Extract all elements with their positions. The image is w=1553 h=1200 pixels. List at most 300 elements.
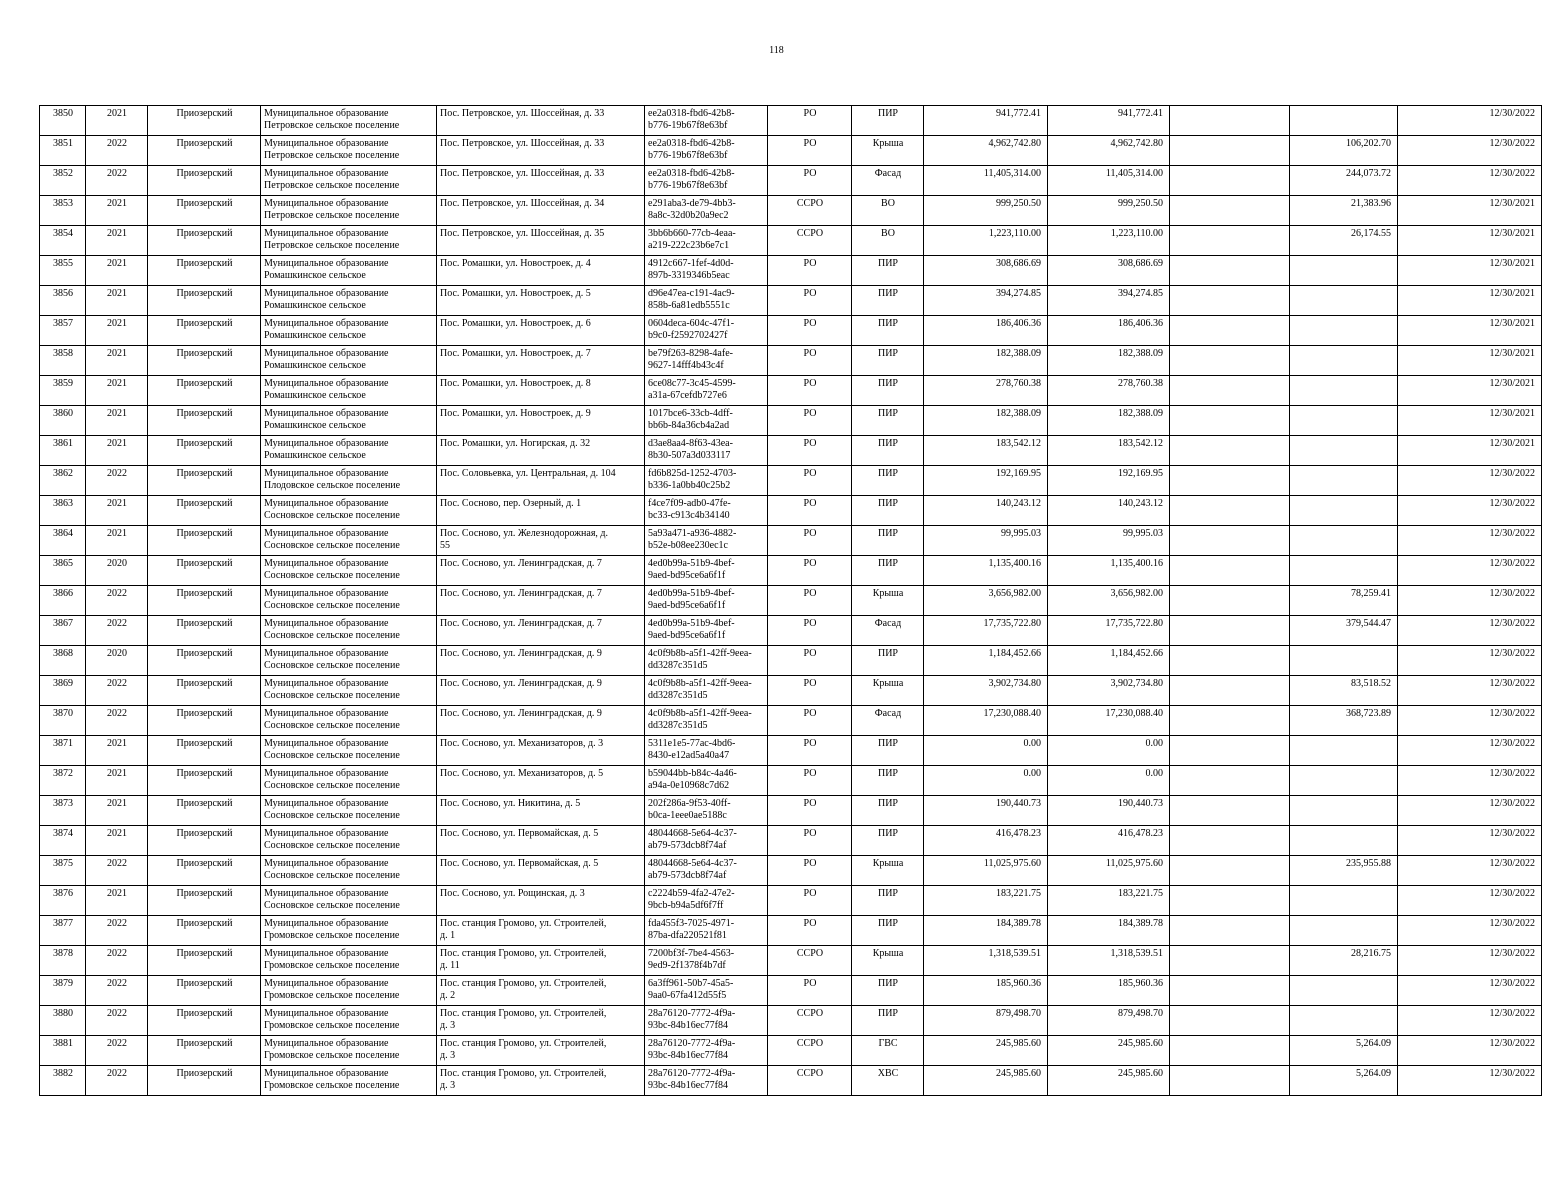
cell-deadline: 12/30/2022: [1398, 496, 1542, 526]
cell-municipality-line: Муниципальное образование: [264, 198, 389, 209]
cell-share: 78,259.41: [1290, 586, 1398, 616]
cell-house-guid-line: bc33-c913c4b34140: [648, 510, 730, 521]
cell-cost-total: 0.00: [1048, 736, 1170, 766]
cell-municipality-line: Муниципальное образование: [264, 558, 389, 569]
cell-address-line: Пос. Сосново, пер. Озерный, д. 1: [440, 498, 582, 509]
cell-share: 244,073.72: [1290, 166, 1398, 196]
cell-cost-total: 245,985.60: [1048, 1066, 1170, 1096]
cell-row-number: 3856: [40, 286, 86, 316]
cell-work-type: ПИР: [852, 646, 924, 676]
table-row: [40, 346, 1542, 376]
cell-municipality-line: Петровское сельское поселение: [264, 120, 400, 131]
cell-house-guid: [645, 316, 768, 346]
cell-address-line: Пос. Петровское, ул. Шоссейная, д. 34: [440, 198, 605, 209]
cell-district: Приозерский: [148, 1066, 261, 1096]
cell-cost-total: 192,169.95: [1048, 466, 1170, 496]
cell-fund-type: РО: [768, 286, 852, 316]
cell-address: [437, 406, 645, 436]
cell-share: [1290, 376, 1398, 406]
cell-cost-total: 879,498.70: [1048, 1006, 1170, 1036]
cell-fund-type: РО: [768, 736, 852, 766]
table-row: [40, 556, 1542, 586]
cell-district: Приозерский: [148, 1036, 261, 1066]
cell-work-type: ПИР: [852, 826, 924, 856]
cell-municipality-line: Петровское сельское поселение: [264, 150, 400, 161]
cell-house-guid-line: 8b30-507a3d033117: [648, 450, 731, 461]
cell-municipality: [261, 706, 437, 736]
cell-fund-type: РО: [768, 916, 852, 946]
cell-work-type: ПИР: [852, 406, 924, 436]
cell-address-line: Пос. Петровское, ул. Шоссейная, д. 33: [440, 108, 605, 119]
cell-address: [437, 376, 645, 406]
cell-year: 2020: [86, 646, 148, 676]
cell-fund-type: ССРО: [768, 1066, 852, 1096]
cell-cost: 999,250.50: [924, 196, 1048, 226]
cell-deadline: 12/30/2021: [1398, 196, 1542, 226]
cell-fund-type: РО: [768, 136, 852, 166]
cell-address: [437, 166, 645, 196]
cell-municipality-line: Муниципальное образование: [264, 348, 389, 359]
cell-extra: [1170, 646, 1290, 676]
cell-deadline: 12/30/2022: [1398, 676, 1542, 706]
cell-address-line: Пос. Сосново, ул. Никитина, д. 5: [440, 798, 581, 809]
cell-address-line: Пос. Петровское, ул. Шоссейная, д. 35: [440, 228, 605, 239]
cell-house-guid-line: 9627-14fff4b43c4f: [648, 360, 724, 371]
table-row: [40, 136, 1542, 166]
cell-deadline: 12/30/2022: [1398, 1036, 1542, 1066]
cell-fund-type: РО: [768, 436, 852, 466]
cell-house-guid-line: b776-19b67f8e63bf: [648, 180, 728, 191]
cell-extra: [1170, 226, 1290, 256]
cell-fund-type: РО: [768, 886, 852, 916]
cell-cost: 0.00: [924, 736, 1048, 766]
cell-municipality-line: Ромашкинское сельское: [264, 360, 366, 371]
table-row: [40, 916, 1542, 946]
cell-row-number: 3870: [40, 706, 86, 736]
register-rows: [40, 106, 1542, 1096]
cell-share: [1290, 976, 1398, 1006]
cell-municipality: [261, 346, 437, 376]
table-row: [40, 256, 1542, 286]
cell-work-type: ПИР: [852, 556, 924, 586]
cell-extra: [1170, 976, 1290, 1006]
cell-work-type: ВО: [852, 226, 924, 256]
cell-row-number: 3871: [40, 736, 86, 766]
cell-address-line: Пос. Сосново, ул. Ленинградская, д. 9: [440, 708, 602, 719]
cell-address: [437, 106, 645, 136]
cell-district: Приозерский: [148, 976, 261, 1006]
cell-share: [1290, 406, 1398, 436]
cell-extra: [1170, 736, 1290, 766]
cell-cost: 245,985.60: [924, 1036, 1048, 1066]
cell-address-line: д. 3: [440, 1020, 456, 1031]
cell-house-guid-line: 3bb6b660-77cb-4eaa-: [648, 228, 736, 239]
cell-municipality: [261, 436, 437, 466]
cell-municipality: [261, 106, 437, 136]
cell-extra: [1170, 286, 1290, 316]
cell-district: Приозерский: [148, 136, 261, 166]
cell-deadline: 12/30/2022: [1398, 796, 1542, 826]
cell-municipality-line: Петровское сельское поселение: [264, 180, 400, 191]
cell-house-guid-line: ab79-573dcb8f74af: [648, 840, 727, 851]
cell-house-guid-line: 9ed9-2f1378f4b7df: [648, 960, 726, 971]
cell-fund-type: РО: [768, 646, 852, 676]
cell-row-number: 3876: [40, 886, 86, 916]
cell-municipality: [261, 1036, 437, 1066]
cell-municipality-line: Ромашкинское сельское: [264, 420, 366, 431]
cell-fund-type: РО: [768, 556, 852, 586]
cell-address-line: Пос. Петровское, ул. Шоссейная, д. 33: [440, 138, 605, 149]
cell-deadline: 12/30/2021: [1398, 226, 1542, 256]
cell-municipality-line: Петровское сельское поселение: [264, 240, 400, 251]
cell-district: Приозерский: [148, 226, 261, 256]
cell-address-line: д. 2: [440, 990, 456, 1001]
cell-municipality-line: Сосновское сельское поселение: [264, 870, 400, 881]
cell-house-guid: [645, 736, 768, 766]
cell-extra: [1170, 166, 1290, 196]
cell-deadline: 12/30/2022: [1398, 136, 1542, 166]
cell-extra: [1170, 526, 1290, 556]
cell-work-type: ПИР: [852, 796, 924, 826]
cell-work-type: ПИР: [852, 736, 924, 766]
cell-house-guid-line: 202f286a-9f53-40ff-: [648, 798, 731, 809]
cell-deadline: 12/30/2021: [1398, 316, 1542, 346]
cell-address: [437, 916, 645, 946]
cell-district: Приозерский: [148, 586, 261, 616]
cell-address-line: Пос. Сосново, ул. Ленинградская, д. 9: [440, 648, 602, 659]
cell-share: 368,723.89: [1290, 706, 1398, 736]
cell-address: [437, 1006, 645, 1036]
cell-house-guid: [645, 496, 768, 526]
cell-address: [437, 256, 645, 286]
cell-municipality-line: Муниципальное образование: [264, 258, 389, 269]
cell-municipality-line: Муниципальное образование: [264, 438, 389, 449]
cell-year: 2021: [86, 226, 148, 256]
cell-year: 2021: [86, 496, 148, 526]
cell-cost: 1,318,539.51: [924, 946, 1048, 976]
table-row: [40, 766, 1542, 796]
cell-address-line: д. 3: [440, 1050, 456, 1061]
table-row: [40, 1006, 1542, 1036]
cell-house-guid-line: ee2a0318-fbd6-42b8-: [648, 138, 735, 149]
cell-municipality-line: Ромашкинское сельское: [264, 270, 366, 281]
cell-municipality: [261, 766, 437, 796]
cell-house-guid-line: ab79-573dcb8f74af: [648, 870, 727, 881]
cell-municipality: [261, 1066, 437, 1096]
cell-house-guid: [645, 136, 768, 166]
cell-cost: 3,656,982.00: [924, 586, 1048, 616]
cell-municipality: [261, 586, 437, 616]
cell-cost-total: 17,735,722.80: [1048, 616, 1170, 646]
cell-district: Приозерский: [148, 796, 261, 826]
cell-fund-type: РО: [768, 466, 852, 496]
cell-share: 106,202.70: [1290, 136, 1398, 166]
cell-year: 2021: [86, 406, 148, 436]
cell-municipality: [261, 826, 437, 856]
cell-year: 2022: [86, 1036, 148, 1066]
cell-cost-total: 1,318,539.51: [1048, 946, 1170, 976]
cell-house-guid-line: 8a8c-32d0b20a9ec2: [648, 210, 729, 221]
cell-work-type: ГВС: [852, 1036, 924, 1066]
cell-address: [437, 196, 645, 226]
page-number: 118: [769, 45, 784, 56]
cell-municipality-line: Сосновское сельское поселение: [264, 810, 400, 821]
cell-extra: [1170, 706, 1290, 736]
cell-fund-type: ССРО: [768, 1036, 852, 1066]
cell-address: [437, 466, 645, 496]
cell-cost-total: 308,686.69: [1048, 256, 1170, 286]
cell-cost: 186,406.36: [924, 316, 1048, 346]
cell-share: 26,174.55: [1290, 226, 1398, 256]
cell-address-line: Пос. Ромашки, ул. Новостроек, д. 4: [440, 258, 591, 269]
cell-work-type: ПИР: [852, 286, 924, 316]
cell-municipality-line: Сосновское сельское поселение: [264, 840, 400, 851]
cell-fund-type: РО: [768, 376, 852, 406]
cell-address: [437, 826, 645, 856]
cell-municipality-line: Ромашкинское сельское: [264, 330, 366, 341]
cell-house-guid: [645, 796, 768, 826]
cell-house-guid: [645, 916, 768, 946]
cell-cost: 394,274.85: [924, 286, 1048, 316]
cell-deadline: 12/30/2022: [1398, 976, 1542, 1006]
cell-address: [437, 526, 645, 556]
cell-house-guid-line: b0ca-1eee0ae5188c: [648, 810, 727, 821]
cell-deadline: 12/30/2022: [1398, 766, 1542, 796]
cell-address-line: Пос. Сосново, ул. Ленинградская, д. 9: [440, 678, 602, 689]
cell-house-guid-line: 4c0f9b8b-a5f1-42ff-9eea-: [648, 648, 752, 659]
cell-address-line: д. 1: [440, 930, 456, 941]
cell-deadline: 12/30/2021: [1398, 406, 1542, 436]
cell-address: [437, 136, 645, 166]
cell-municipality-line: Муниципальное образование: [264, 588, 389, 599]
cell-row-number: 3880: [40, 1006, 86, 1036]
cell-municipality-line: Муниципальное образование: [264, 228, 389, 239]
cell-work-type: ПИР: [852, 976, 924, 1006]
cell-house-guid-line: 28a76120-7772-4f9a-: [648, 1008, 736, 1019]
cell-fund-type: РО: [768, 166, 852, 196]
cell-row-number: 3854: [40, 226, 86, 256]
cell-row-number: 3877: [40, 916, 86, 946]
cell-house-guid: [645, 166, 768, 196]
cell-address: [437, 856, 645, 886]
cell-cost-total: 3,902,734.80: [1048, 676, 1170, 706]
cell-municipality: [261, 466, 437, 496]
cell-work-type: ПИР: [852, 886, 924, 916]
cell-address-line: Пос. Сосново, ул. Механизаторов, д. 3: [440, 738, 604, 749]
cell-municipality-line: Муниципальное образование: [264, 618, 389, 629]
cell-row-number: 3858: [40, 346, 86, 376]
cell-share: [1290, 496, 1398, 526]
cell-row-number: 3882: [40, 1066, 86, 1096]
cell-year: 2021: [86, 286, 148, 316]
cell-municipality-line: Сосновское сельское поселение: [264, 570, 400, 581]
cell-deadline: 12/30/2021: [1398, 256, 1542, 286]
cell-house-guid: [645, 706, 768, 736]
cell-extra: [1170, 406, 1290, 436]
cell-deadline: 12/30/2022: [1398, 886, 1542, 916]
cell-house-guid-line: be79f263-8298-4afe-: [648, 348, 733, 359]
cell-fund-type: ССРО: [768, 226, 852, 256]
cell-address: [437, 796, 645, 826]
cell-district: Приозерский: [148, 616, 261, 646]
cell-municipality-line: Муниципальное образование: [264, 738, 389, 749]
cell-house-guid-line: 9aed-bd95ce6a6f1f: [648, 600, 726, 611]
cell-cost: 278,760.38: [924, 376, 1048, 406]
cell-municipality-line: Сосновское сельское поселение: [264, 630, 400, 641]
cell-address: [437, 496, 645, 526]
cell-municipality: [261, 616, 437, 646]
cell-municipality-line: Муниципальное образование: [264, 948, 389, 959]
cell-house-guid-line: b776-19b67f8e63bf: [648, 120, 728, 131]
cell-row-number: 3864: [40, 526, 86, 556]
cell-district: Приозерский: [148, 166, 261, 196]
cell-house-guid-line: 1017bce6-33cb-4dff-: [648, 408, 733, 419]
cell-house-guid-line: 93bc-84b16ec77f84: [648, 1020, 728, 1031]
cell-work-type: ПИР: [852, 106, 924, 136]
cell-deadline: 12/30/2021: [1398, 346, 1542, 376]
cell-municipality-line: Плодовское сельское поселение: [264, 480, 401, 491]
cell-municipality: [261, 316, 437, 346]
cell-district: Приозерский: [148, 1006, 261, 1036]
cell-house-guid-line: 8430-e12ad5a40a47: [648, 750, 730, 761]
cell-house-guid: [645, 436, 768, 466]
cell-house-guid-line: 93bc-84b16ec77f84: [648, 1050, 728, 1061]
cell-share: [1290, 766, 1398, 796]
cell-work-type: ПИР: [852, 436, 924, 466]
cell-house-guid-line: d96e47ea-c191-4ac9-: [648, 288, 735, 299]
cell-deadline: 12/30/2022: [1398, 466, 1542, 496]
cell-cost-total: 11,025,975.60: [1048, 856, 1170, 886]
cell-house-guid: [645, 1036, 768, 1066]
cell-deadline: 12/30/2022: [1398, 826, 1542, 856]
cell-work-type: ПИР: [852, 496, 924, 526]
cell-address: [437, 886, 645, 916]
cell-year: 2021: [86, 376, 148, 406]
cell-share: [1290, 106, 1398, 136]
cell-deadline: 12/30/2022: [1398, 706, 1542, 736]
cell-row-number: 3866: [40, 586, 86, 616]
cell-address-line: Пос. Соловьевка, ул. Центральная, д. 104: [440, 468, 616, 479]
cell-house-guid-line: 4c0f9b8b-a5f1-42ff-9eea-: [648, 678, 752, 689]
cell-cost-total: 1,135,400.16: [1048, 556, 1170, 586]
cell-district: Приозерский: [148, 316, 261, 346]
cell-cost: 11,025,975.60: [924, 856, 1048, 886]
cell-fund-type: РО: [768, 106, 852, 136]
cell-extra: [1170, 1066, 1290, 1096]
cell-fund-type: РО: [768, 976, 852, 1006]
cell-share: [1290, 646, 1398, 676]
cell-year: 2021: [86, 886, 148, 916]
cell-address: [437, 226, 645, 256]
cell-year: 2021: [86, 766, 148, 796]
cell-cost-total: 4,962,742.80: [1048, 136, 1170, 166]
cell-deadline: 12/30/2022: [1398, 166, 1542, 196]
cell-house-guid-line: 6a3ff961-50b7-45a5-: [648, 978, 734, 989]
cell-year: 2022: [86, 166, 148, 196]
cell-municipality-line: Громовское сельское поселение: [264, 1080, 400, 1091]
cell-deadline: 12/30/2022: [1398, 586, 1542, 616]
cell-district: Приозерский: [148, 766, 261, 796]
cell-year: 2021: [86, 256, 148, 286]
cell-row-number: 3872: [40, 766, 86, 796]
cell-cost: 0.00: [924, 766, 1048, 796]
cell-address-line: Пос. Сосново, ул. Первомайская, д. 5: [440, 858, 599, 869]
cell-share: 28,216.75: [1290, 946, 1398, 976]
cell-municipality-line: Муниципальное образование: [264, 468, 389, 479]
cell-year: 2021: [86, 826, 148, 856]
cell-cost: 879,498.70: [924, 1006, 1048, 1036]
cell-house-guid-line: b59044bb-b84c-4a46-: [648, 768, 737, 779]
table-row: [40, 976, 1542, 1006]
cell-address-line: д. 3: [440, 1080, 456, 1091]
cell-municipality: [261, 526, 437, 556]
cell-municipality: [261, 376, 437, 406]
cell-extra: [1170, 106, 1290, 136]
cell-deadline: 12/30/2022: [1398, 526, 1542, 556]
table-row: [40, 406, 1542, 436]
cell-cost: 1,135,400.16: [924, 556, 1048, 586]
cell-house-guid-line: fda455f3-7025-4971-: [648, 918, 735, 929]
cell-address-line: Пос. станция Громово, ул. Строителей,: [440, 1008, 607, 1019]
cell-house-guid-line: a94a-0e10968c7d62: [648, 780, 730, 791]
cell-share: [1290, 436, 1398, 466]
cell-house-guid: [645, 226, 768, 256]
cell-district: Приозерский: [148, 676, 261, 706]
cell-district: Приозерский: [148, 466, 261, 496]
cell-extra: [1170, 586, 1290, 616]
cell-work-type: ПИР: [852, 376, 924, 406]
cell-house-guid: [645, 676, 768, 706]
cell-deadline: 12/30/2022: [1398, 736, 1542, 766]
cell-share: [1290, 826, 1398, 856]
cell-address: [437, 436, 645, 466]
cell-row-number: 3859: [40, 376, 86, 406]
cell-year: 2021: [86, 436, 148, 466]
cell-house-guid-line: b52e-b08ee230ec1c: [648, 540, 728, 551]
cell-address-line: Пос. станция Громово, ул. Строителей,: [440, 918, 607, 929]
cell-share: [1290, 886, 1398, 916]
cell-municipality-line: Муниципальное образование: [264, 528, 389, 539]
cell-fund-type: РО: [768, 616, 852, 646]
cell-house-guid-line: 48044668-5e64-4c37-: [648, 858, 737, 869]
table-row: [40, 166, 1542, 196]
cell-row-number: 3879: [40, 976, 86, 1006]
cell-cost-total: 17,230,088.40: [1048, 706, 1170, 736]
cell-house-guid: [645, 976, 768, 1006]
cell-municipality-line: Петровское сельское поселение: [264, 210, 400, 221]
table-row: [40, 646, 1542, 676]
cell-address-line: Пос. Ромашки, ул. Новостроек, д. 7: [440, 348, 591, 359]
cell-house-guid: [645, 826, 768, 856]
cell-cost-total: 1,223,110.00: [1048, 226, 1170, 256]
cell-municipality-line: Муниципальное образование: [264, 978, 389, 989]
cell-municipality-line: Громовское сельское поселение: [264, 990, 400, 1001]
cell-work-type: ПИР: [852, 466, 924, 496]
cell-cost-total: 182,388.09: [1048, 406, 1170, 436]
cell-row-number: 3855: [40, 256, 86, 286]
cell-house-guid-line: 93bc-84b16ec77f84: [648, 1080, 728, 1091]
cell-municipality-line: Муниципальное образование: [264, 378, 389, 389]
cell-address: [437, 946, 645, 976]
cell-district: Приозерский: [148, 946, 261, 976]
cell-cost-total: 941,772.41: [1048, 106, 1170, 136]
cell-share: [1290, 526, 1398, 556]
cell-year: 2021: [86, 796, 148, 826]
cell-share: [1290, 346, 1398, 376]
cell-share: 83,518.52: [1290, 676, 1398, 706]
cell-year: 2022: [86, 136, 148, 166]
cell-row-number: 3861: [40, 436, 86, 466]
